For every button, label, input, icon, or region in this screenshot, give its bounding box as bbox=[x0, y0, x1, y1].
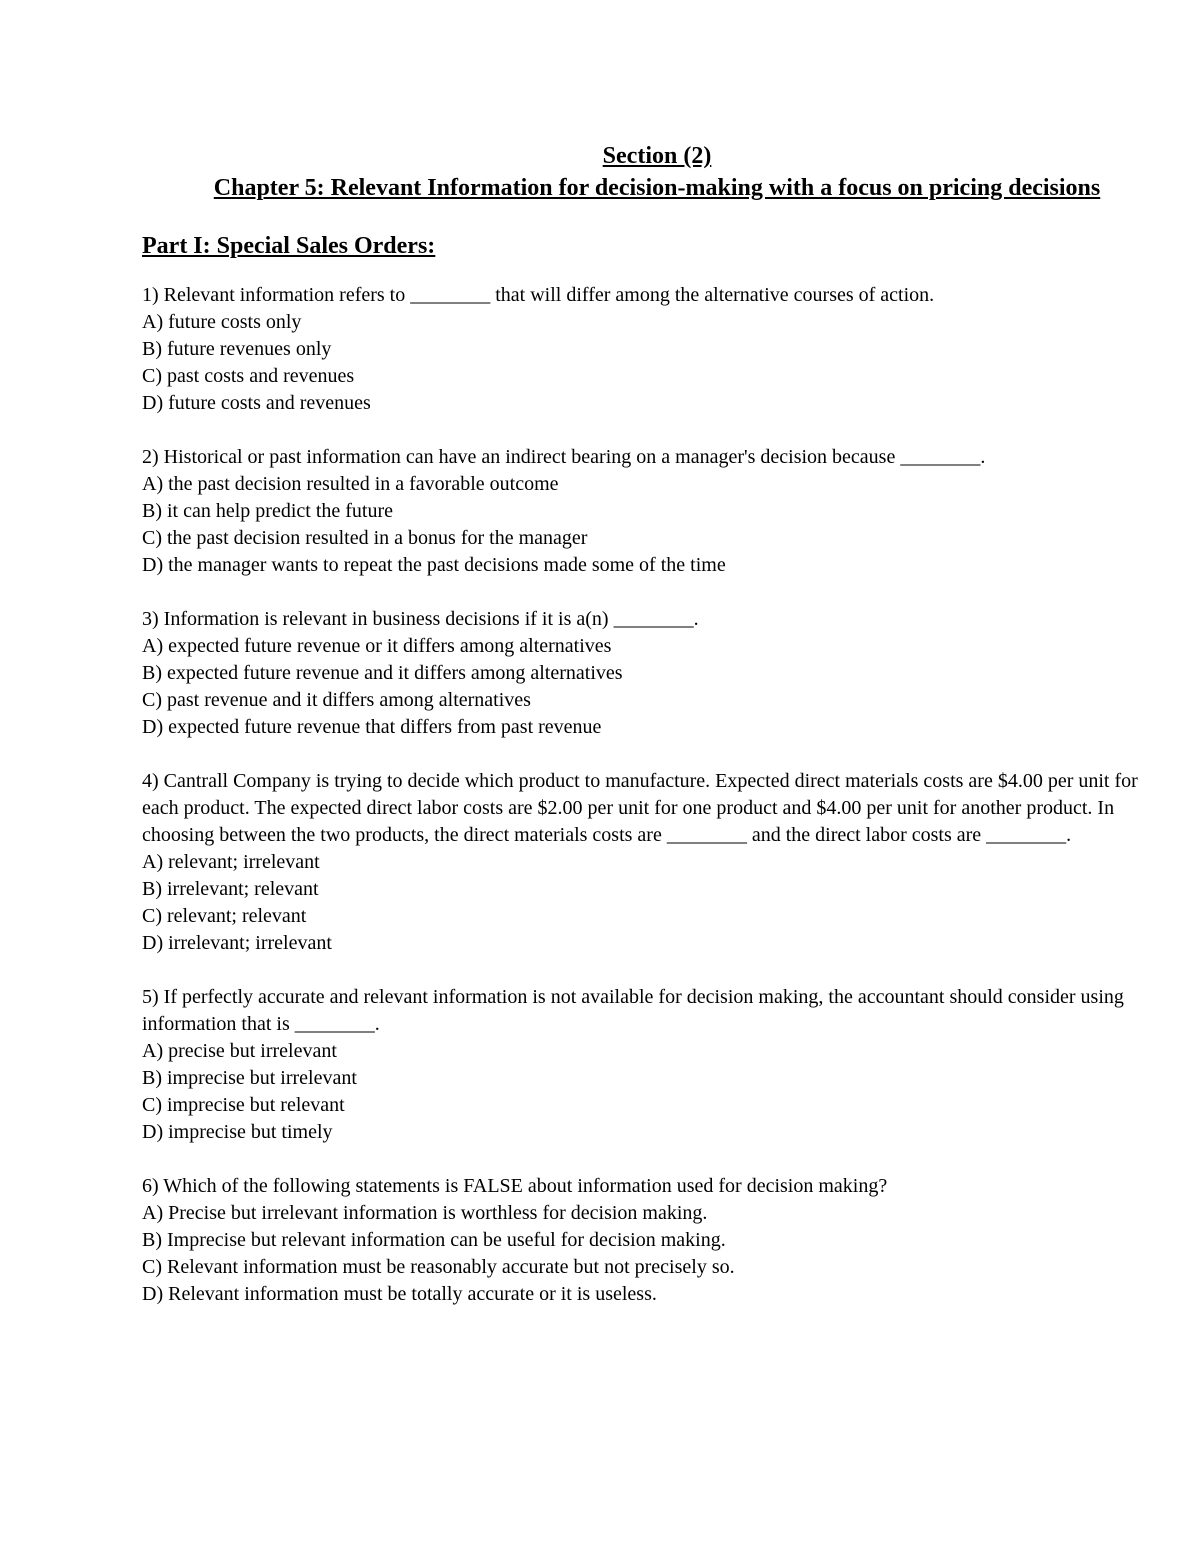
answer-option-a: A) relevant; irrelevant bbox=[142, 851, 320, 873]
answer-option-d: D) the manager wants to repeat the past decisions made some of the time bbox=[142, 554, 726, 576]
answer-option-a: A) precise but irrelevant bbox=[142, 1040, 337, 1062]
question-2 bbox=[142, 444, 1172, 579]
question-stem: 3) Information is relevant in business decisions if it is a(n) ________. bbox=[142, 608, 699, 630]
question-stem: 6) Which of the following statements is FALSE about information used for decision making? bbox=[142, 1175, 888, 1197]
answer-option-a: A) future costs only bbox=[142, 311, 302, 333]
answer-option-c: C) imprecise but relevant bbox=[142, 1094, 345, 1116]
answer-option-b: B) expected future revenue and it differs among alternatives bbox=[142, 662, 623, 684]
answer-option-a: A) expected future revenue or it differs among alternatives bbox=[142, 635, 612, 657]
part-title: Part I: Special Sales Orders: bbox=[142, 233, 436, 259]
chapter-title: Chapter 5: Relevant Information for decision-making with a focus on pricing decisions bbox=[213, 175, 1101, 201]
answer-option-c: C) the past decision resulted in a bonus for the manager bbox=[142, 527, 588, 549]
answer-option-a: A) Precise but irrelevant information is worthless for decision making. bbox=[142, 1202, 708, 1224]
answer-option-c: C) past costs and revenues bbox=[142, 365, 355, 387]
question-stem: 1) Relevant information refers to ________ that will differ among the alternative courses of action. bbox=[142, 284, 935, 306]
question-4 bbox=[142, 768, 1172, 957]
question-stem: 2) Historical or past information can have an indirect bearing on a manager's decision because ________. bbox=[142, 446, 986, 468]
answer-option-c: C) Relevant information must be reasonably accurate but not precisely so. bbox=[142, 1256, 735, 1278]
answer-option-b: B) it can help predict the future bbox=[142, 500, 394, 522]
answer-option-d: D) irrelevant; irrelevant bbox=[142, 932, 332, 954]
document-page bbox=[142, 140, 1172, 1335]
question-5 bbox=[142, 984, 1172, 1146]
question-1 bbox=[142, 282, 1172, 417]
answer-option-c: C) past revenue and it differs among alternatives bbox=[142, 689, 531, 711]
answer-option-c: C) relevant; relevant bbox=[142, 905, 307, 927]
answer-option-d: D) future costs and revenues bbox=[142, 392, 371, 414]
answer-option-a: A) the past decision resulted in a favorable outcome bbox=[142, 473, 559, 495]
answer-option-b: B) future revenues only bbox=[142, 338, 332, 360]
question-stem: 4) Cantrall Company is trying to decide which product to manufacture. Expected direct materials costs are $4.00 per unit for each product. The expected direct labor costs are $2.00 per unit for one product and $4.00 per unit for another product. In choosing between the two products, the direct materials costs are ________ and the direct labor costs are ________. bbox=[142, 770, 1138, 846]
answer-option-b: B) irrelevant; relevant bbox=[142, 878, 319, 900]
answer-option-d: D) Relevant information must be totally accurate or it is useless. bbox=[142, 1283, 657, 1305]
answer-option-b: B) imprecise but irrelevant bbox=[142, 1067, 357, 1089]
question-list bbox=[142, 282, 1172, 1308]
answer-option-d: D) expected future revenue that differs from past revenue bbox=[142, 716, 602, 738]
section-title: Section (2) bbox=[602, 143, 712, 169]
question-6 bbox=[142, 1173, 1172, 1308]
question-3 bbox=[142, 606, 1172, 741]
answer-option-b: B) Imprecise but relevant information can be useful for decision making. bbox=[142, 1229, 726, 1251]
answer-option-d: D) imprecise but timely bbox=[142, 1121, 333, 1143]
question-stem: 5) If perfectly accurate and relevant information is not available for decision making, the accountant should consider using information that is ________. bbox=[142, 986, 1124, 1035]
